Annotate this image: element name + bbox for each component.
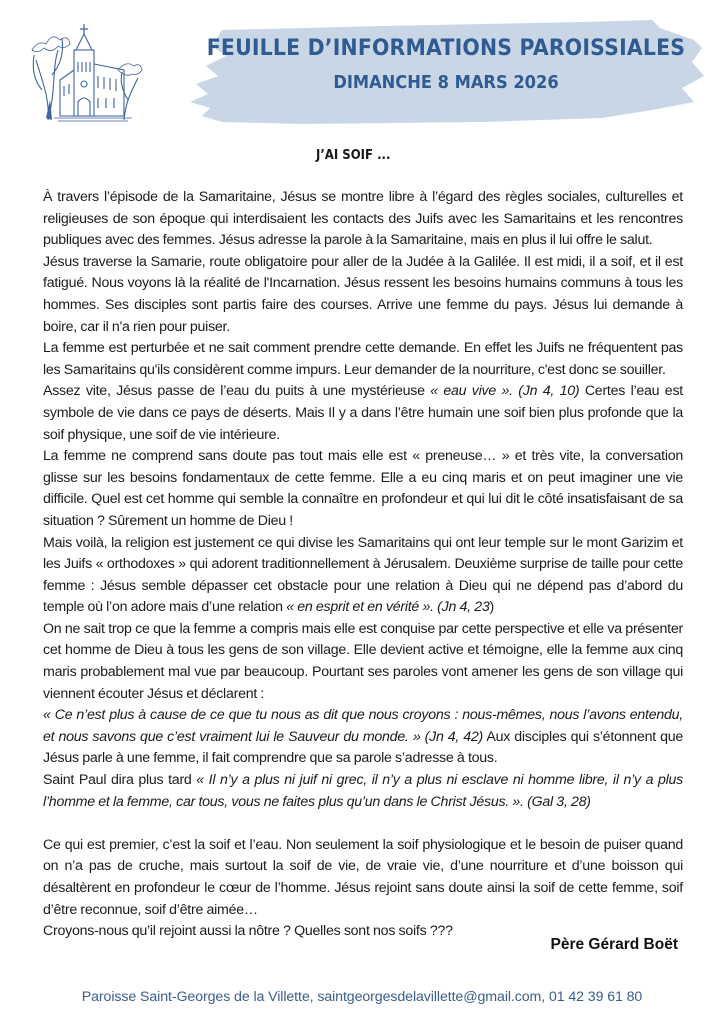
church-drawing-icon	[28, 20, 146, 130]
paragraph-text: Croyons-nous qu’il rejoint aussi la nôtre ? Quelles sont nos soifs ???	[43, 923, 453, 940]
article-paragraph	[43, 252, 683, 338]
paragraph-text: La femme ne comprend sans doute pas tout mais elle est « preneuse… » et très vite, la conversation glisse sur les besoins fondamentaux de cette femme. Elle a eu cinq maris et on peut imaginer une vie difficile. Quel est cet homme qui semble la connaître en profondeur et qui lui dit le côté insatisfaisant de sa situation ? Sûrement un homme de Dieu !	[43, 448, 683, 529]
article-paragraph	[43, 533, 683, 619]
paragraph-text: Jésus traverse la Samarie, route obligatoire pour aller de la Judée à la Galilée. Il est midi, il a soif, et il est fatigué. Nous voyons là la réalité de l'Incarnation. Jésus ressent les besoins humains communs à tous les hommes. Ses disciples sont partis faire des courses. Arrive une femme du pays. Jésus lui demande à boire, car il n'a rien pour puiser.	[43, 253, 683, 335]
paragraph-text: La femme est perturbée et ne sait comment prendre cette demande. En effet les Juifs ne fréquentent pas les Samaritains qu'ils considèrent comme impurs. Leur demander de la nourriture, c'est donc se souiller.	[43, 340, 683, 378]
paragraph-text: Saint Paul dira plus tard	[43, 772, 197, 789]
quotation-text: « Il n’y a plus ni juif ni grec, il n’y a plus ni esclave ni homme libre, il n’y a plus l’homme et la femme, car tous, vous ne faites plus qu’un dans le Christ Jésus. ». (Gal 3, 28)	[43, 772, 683, 810]
article-body	[43, 187, 683, 943]
article-paragraph	[43, 381, 683, 446]
paragraph-text: Certes l’eau est symbole de vie dans ce pays de déserts. Mais Il y a dans l’être humain une soif bien plus profonde que la soif physique, une soif de vie intérieure.	[43, 383, 683, 443]
paragraph-text: Mais voilà, la religion est justement ce qui divise les Samaritains qui ont leur temple sur le mont Garizim et les Juifs « orthodoxes » qui adorent traditionnellement à Jérusalem. Deuxième surprise de taille pour cette femme : Jésus semble dépasser cet obstacle pour une relation à Dieu qui ne dépend pas d’abord du temple où l’on adore mais d’une relation	[43, 534, 683, 616]
article-paragraph	[43, 835, 683, 921]
article-paragraph	[43, 446, 683, 532]
quotation-text: « Ce n’est plus à cause de ce que tu nous as dit que nous croyons : nous-mêmes, nous l’avons entendu, et nous savons que c’est vraiment lui le Sauveur du monde. » (Jn 4, 42)	[43, 707, 683, 745]
paragraph-text: À travers l’épisode de la Samaritaine, Jésus se montre libre à l’égard des règles sociales, culturelles et religieuses de son époque qui interdisaient les contacts des Juifs avec les Samaritains et les rencontres publiques avec des femmes. Jésus adresse la parole à la Samaritaine, mais en plus il lui offre le salut.	[43, 189, 683, 249]
quotation-text: « eau vive ». (Jn 4, 10)	[430, 383, 580, 400]
footer-contact: Paroisse Saint-Georges de la Villette, saintgeorgesdelavillette@gmail.com, 01 42 39 61 80	[81, 989, 643, 1005]
article-paragraph	[43, 187, 683, 252]
header-banner	[182, 18, 710, 128]
article-paragraph	[43, 338, 683, 381]
newsletter-title: FEUILLE D’INFORMATIONS PAROISSIALES	[206, 36, 686, 61]
paragraph-text: Ce qui est premier, c’est la soif et l’eau. Non seulement la soif physiologique et le besoin de puiser quand on n’a pas de cruche, mais surtout la soif de vie, de vraie vie, d’une nourriture et d’une boisson qui désaltèrent en profondeur le cœur de l’homme. Jésus rejoint sans doute ainsi la soif de cette femme, soif d’être reconnue, soif d’être aimée…	[43, 836, 683, 918]
paragraph-text: On ne sait trop ce que la femme a compris mais elle est conquise par cette perspective et elle va présenter cet homme de Dieu à tous les gens de son village. Elle devient active et témoigne, elle la femme aux cinq maris probablement mal vue par beaucoup. Pourtant ses paroles vont amener les gens de son village qui viennent écouter Jésus et déclarent :	[43, 620, 683, 702]
quotation-text: « en esprit et en vérité ». (Jn 4, 23	[286, 599, 490, 616]
paragraph-text: Aux disciples qui s’étonnent que Jésus parle à une femme, il fait comprendre que sa parole s’adresse à tous.	[43, 728, 683, 767]
paragraph-text: Assez vite, Jésus passe de l’eau du puits à une mystérieuse	[43, 383, 431, 400]
paragraph-text: )	[489, 599, 495, 616]
article-paragraph	[43, 770, 683, 813]
article-paragraph	[43, 619, 683, 705]
newsletter-date: DIMANCHE 8 MARS 2026	[333, 73, 559, 93]
article-title: J’AI SOIF ...	[316, 148, 391, 163]
author-signature: Père Gérard Boët	[550, 936, 678, 953]
article-paragraph	[43, 705, 683, 770]
